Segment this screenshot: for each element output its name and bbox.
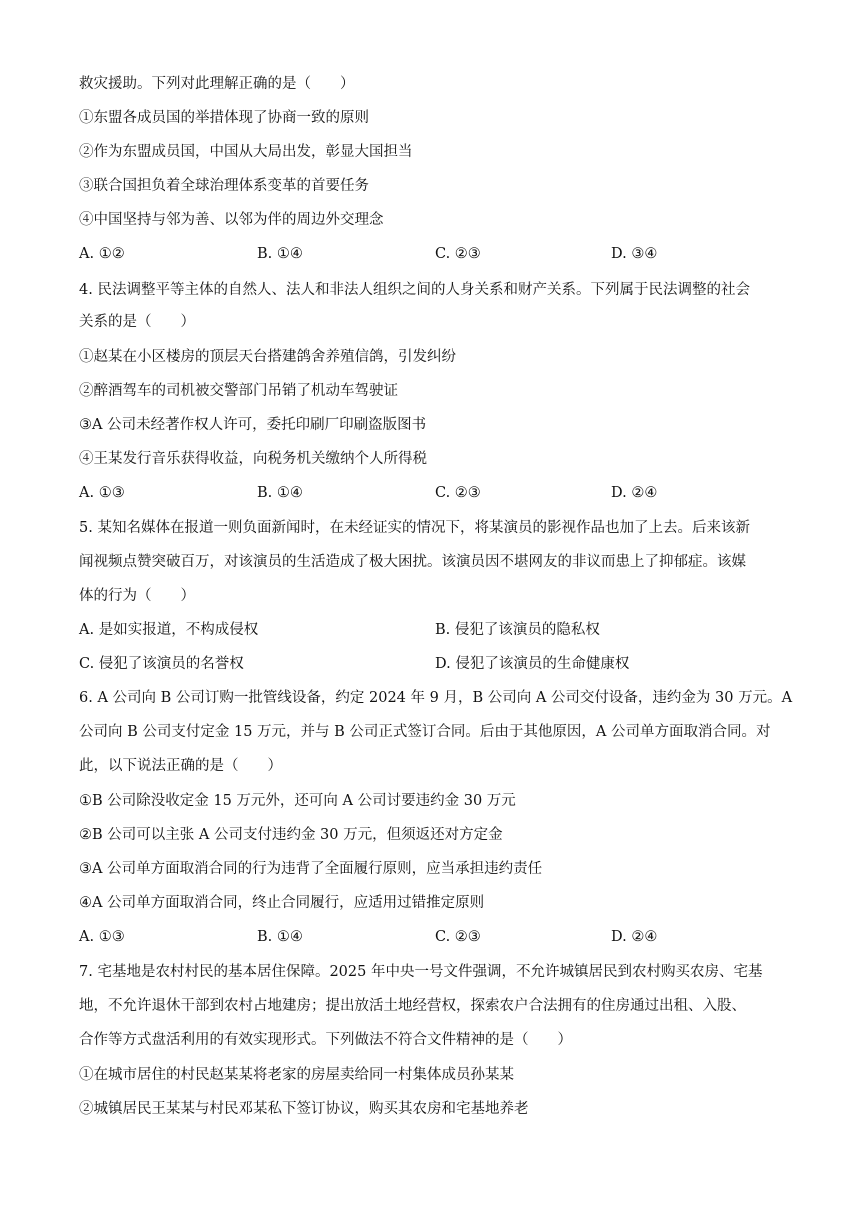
- q7-item-2: ②城镇居民王某某与村民邓某私下签订协议，购买其农房和宅基地养老: [79, 1101, 529, 1117]
- q5-stem-line-3: 体的行为（ ）: [79, 588, 195, 604]
- q4-item-4: ④王某发行音乐获得收益，向税务机关缴纳个人所得税: [79, 451, 427, 467]
- q6-item-4: ④A 公司单方面取消合同，终止合同履行，应适用过错推定原则: [79, 895, 485, 911]
- q6-stem-line-2: 公司向 B 公司支付定金 15 万元，并与 B 公司正式签订合同。后由于其他原因，A 公司单方面取消合同。对: [79, 724, 771, 740]
- q3-option-b[interactable]: B. ①④: [257, 246, 303, 262]
- q3-option-d[interactable]: D. ③④: [611, 246, 658, 262]
- q4-option-d[interactable]: D. ②④: [611, 485, 658, 501]
- q3-item-2: ②作为东盟成员国，中国从大局出发，彰显大国担当: [79, 144, 413, 160]
- q5-option-c[interactable]: C. 侵犯了该演员的名誉权: [79, 656, 244, 672]
- q6-option-a[interactable]: A. ①③: [79, 929, 125, 945]
- q6-option-c[interactable]: C. ②③: [435, 929, 481, 945]
- q4-item-3: ③A 公司未经著作权人许可，委托印刷厂印刷盗版图书: [79, 417, 427, 433]
- q6-stem-line-3: 此，以下说法正确的是（ ）: [79, 758, 282, 774]
- q3-item-4: ④中国坚持与邻为善、以邻为伴的周边外交理念: [79, 212, 384, 228]
- q6-option-d[interactable]: D. ②④: [611, 929, 658, 945]
- q7-item-1: ①在城市居住的村民赵某某将老家的房屋卖给同一村集体成员孙某某: [79, 1067, 514, 1083]
- q4-item-2: ②醉酒驾车的司机被交警部门吊销了机动车驾驶证: [79, 383, 398, 399]
- q5-stem-line-1: 5. 某知名媒体在报道一则负面新闻时，在未经证实的情况下，将某演员的影视作品也加了上去。后来该新: [79, 520, 750, 536]
- q5-option-b[interactable]: B. 侵犯了该演员的隐私权: [435, 622, 600, 638]
- q4-option-b[interactable]: B. ①④: [257, 485, 303, 501]
- q6-item-1: ①B 公司除没收定金 15 万元外，还可向 A 公司讨要违约金 30 万元: [79, 793, 516, 809]
- q6-item-2: ②B 公司可以主张 A 公司支付违约金 30 万元，但须返还对方定金: [79, 827, 503, 843]
- q5-option-a[interactable]: A. 是如实报道，不构成侵权: [79, 622, 259, 638]
- q6-stem-line-1: 6. A 公司向 B 公司订购一批管线设备，约定 2024 年 9 月，B 公司向 A 公司交付设备，违约金为 30 万元。A: [79, 690, 793, 706]
- q7-stem-line-2: 地，不允许退休干部到农村占地建房；提出放活土地经营权，探索农户合法拥有的住房通过出租、入股、: [79, 998, 746, 1014]
- q7-stem-line-3: 合作等方式盘活利用的有效实现形式。下列做法不符合文件精神的是（ ）: [79, 1032, 572, 1048]
- q3-item-3: ③联合国担负着全球治理体系变革的首要任务: [79, 178, 369, 194]
- q6-option-b[interactable]: B. ①④: [257, 929, 303, 945]
- q3-stem: 救灾援助。下列对此理解正确的是（ ）: [79, 76, 355, 92]
- q4-item-1: ①赵某在小区楼房的顶层天台搭建鸽舍养殖信鸽，引发纠纷: [79, 349, 456, 365]
- q4-stem-line-1: 4. 民法调整平等主体的自然人、法人和非法人组织之间的人身关系和财产关系。下列属于民法调整的社会: [79, 282, 750, 298]
- q4-option-c[interactable]: C. ②③: [435, 485, 481, 501]
- q6-item-3: ③A 公司单方面取消合同的行为违背了全面履行原则，应当承担违约责任: [79, 861, 543, 877]
- q4-stem-line-2: 关系的是（ ）: [79, 314, 195, 330]
- q7-stem-line-1: 7. 宅基地是农村村民的基本居住保障。2025 年中央一号文件强调，不允许城镇居民到农村购买农房、宅基: [79, 964, 763, 980]
- q4-option-a[interactable]: A. ①③: [79, 485, 125, 501]
- q3-item-1: ①东盟各成员国的举措体现了协商一致的原则: [79, 110, 369, 126]
- q3-option-a[interactable]: A. ①②: [79, 246, 125, 262]
- q5-option-d[interactable]: D. 侵犯了该演员的生命健康权: [435, 656, 630, 672]
- q3-option-c[interactable]: C. ②③: [435, 246, 481, 262]
- q5-stem-line-2: 闻视频点赞突破百万，对该演员的生活造成了极大困扰。该演员因不堪网友的非议而患上了抑郁症。该媒: [79, 554, 746, 570]
